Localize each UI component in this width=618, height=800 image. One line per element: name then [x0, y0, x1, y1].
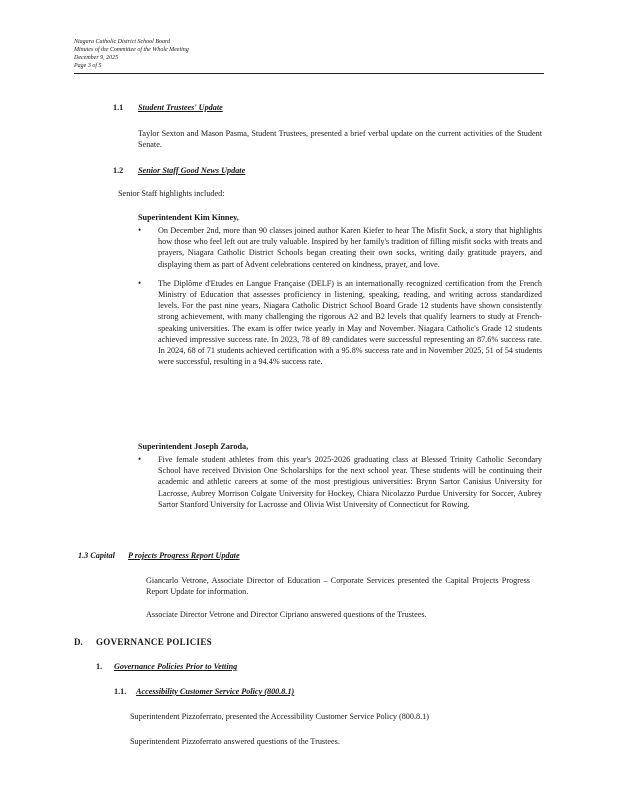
- header-rule: [74, 73, 544, 74]
- list-item: • On December 2nd, more than 90 classes joined author Karen Kiefer to hear The Misfit Sock, a story that highlights how those who feel left out are truly valuable. Inspired by her family's tradition of filling misfit socks with treats and prayers, Niagara Catholic District Schools began creating their own socks, writing daily gratitude prayers, and displaying them as part of Advent celebrations centered on kindness, prayer, and love.: [138, 225, 542, 270]
- section-1-3-body: Giancarlo Vetrone, Associate Director of Education – Corporate Services presented the Capital Projects Progress Report Update for information.: [146, 576, 530, 597]
- header-page: Page 3 of 5: [74, 63, 102, 69]
- section-1-1-title: Student Trustees' Update: [138, 103, 223, 112]
- governance-line-2: Superintendent Pizzoferrato answered questions of the Trustees.: [130, 737, 340, 746]
- kinney-bullets: [138, 225, 542, 375]
- presenter-kinney: Superintendent Kim Kinney,: [138, 213, 239, 222]
- page-header: [74, 38, 189, 70]
- section-1-3-number: 1.3 Capital: [78, 551, 115, 560]
- section-1-1-body: Taylor Sexton and Mason Pasma, Student Trustees, presented a brief verbal update on the current activities of the Student Senate.: [138, 129, 542, 150]
- section-1-3-title: P rojects Progress Report Update: [128, 551, 240, 560]
- section-1-3-body-2: Associate Director Vetrone and Director Cipriano answered questions of the Trustees.: [146, 610, 427, 619]
- list-item: • Five female student athletes from this year's 2025-2026 graduating class at Blessed Trinity Catholic Secondary School have received Division One Scholarships for the next school year. These students will be continuing their academic and athletic careers at some of the most prestigious universities: Brynn Sartor Canisius University for Lacrosse, Aubrey Morrison Colgate University for Hockey, Chiara Nicolazzo Purdue University for Soccer, Aubrey Sartor Stanford University for Lacrosse and Olivia Wist University of Connecticut for Rowing.: [138, 454, 542, 510]
- governance-line-1: Superintendent Pizzoferrato, presented the Accessibility Customer Service Policy (800.8.1): [130, 712, 429, 721]
- header-meeting: Minutes of the Committee of the Whole Meeting: [74, 47, 189, 53]
- presenter-zaroda: Superintendent Joseph Zaroda,: [138, 442, 249, 451]
- subsection-1-title: Governance Policies Prior to Vetting: [114, 662, 238, 671]
- section-1-2-number: 1.2: [113, 166, 124, 175]
- section-1-1-number: 1.1: [113, 103, 124, 112]
- subsection-1-1-title: Accessibility Customer Service Policy (800.8.1): [136, 687, 295, 696]
- subsection-1-1-number: 1.1.: [114, 687, 127, 696]
- header-org: Niagara Catholic District School Board: [74, 39, 171, 45]
- zaroda-bullets: [138, 454, 542, 518]
- section-1-2-title: Senior Staff Good News Update: [138, 166, 246, 175]
- header-date: December 9, 2025: [74, 55, 119, 61]
- section-d-letter: D.: [74, 637, 83, 647]
- subsection-1-number: 1.: [96, 662, 103, 671]
- section-d-title: GOVERNANCE POLICIES: [96, 637, 212, 647]
- section-1-2-intro: Senior Staff highlights included:: [118, 189, 225, 198]
- list-item: • The Diplôme d'Etudes en Langue Française (DELF) is an internationally recognized certification from the French Ministry of Education that assesses proficiency in listening, speaking, reading, and writing across standardized levels. For the past nine years, Niagara Catholic District School Board Grade 12 students have shown consistently strong achievement, with many challenging the rigorous A2 and B2 levels that qualify learners to study at French-speaking universities. The exam is offer twice yearly in May and November. Niagara Catholic's Grade 12 students achieved impressive success rate. In 2023, 78 of 89 candidates were successful representing an 87.6% success rate. In 2024, 68 of 71 students achieved certification with a 95.8% success rate and in November 2025, 51 of 54 students were successful, resulting in a 94.4% success rate.: [138, 278, 542, 368]
